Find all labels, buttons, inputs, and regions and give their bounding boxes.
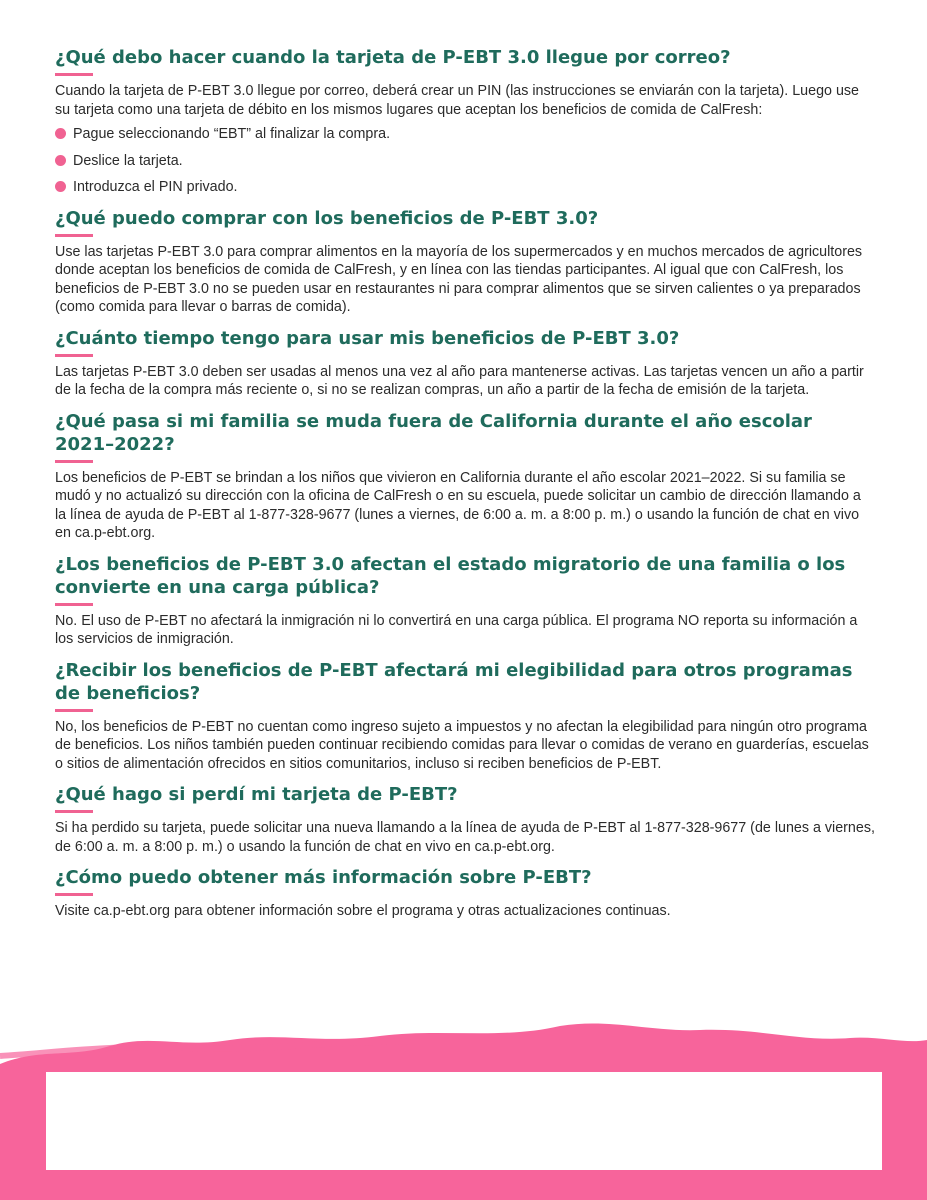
section-heading: ¿Qué debo hacer cuando la tarjeta de P-EBT 3.0 llegue por correo? (55, 47, 731, 68)
faq-section-time-to-use (55, 327, 875, 400)
heading-underline (55, 234, 93, 237)
faq-section-eligibility (55, 659, 875, 774)
heading-underline (55, 810, 93, 813)
section-heading: ¿Qué hago si perdí mi tarjeta de P-EBT? (55, 784, 458, 805)
section-body: Si ha perdido su tarjeta, puede solicitar una nueva llamando a la línea de ayuda de P-EBT al 1-877-328-9677 (de lunes a viernes, de 6:00 a. m. a 8:00 p. m.) o usando la función de chat en vivo en ca.p-ebt.org. (55, 820, 875, 855)
section-heading: ¿Cómo puedo obtener más información sobre P-EBT? (55, 867, 592, 888)
faq-section-more-info (55, 866, 875, 921)
bullet-dot-icon (55, 128, 66, 139)
list-item-text: Deslice la tarjeta. (73, 152, 183, 169)
section-heading: ¿Cuánto tiempo tengo para usar mis beneficios de P-EBT 3.0? (55, 327, 680, 349)
section-body: Las tarjetas P-EBT 3.0 deben ser usadas al menos una vez al año para mantenerse activas. Las tarjetas vencen un año a partir de la fecha de la compra más reciente o, si no se realizan compras, un año a partir de la fecha de emisión de la tarjeta. (55, 363, 864, 398)
heading-underline (55, 460, 93, 463)
list-item (55, 125, 875, 144)
faq-section-what-to-buy (55, 207, 875, 317)
faq-section-card-arrival (55, 46, 875, 197)
list-item (55, 152, 875, 171)
section-body: Cuando la tarjeta de P-EBT 3.0 llegue por correo, deberá crear un PIN (las instrucciones se enviarán con la tarjeta). Luego use su tarjeta como una tarjeta de débito en los mismos lugares que aceptan los beneficios de comida de CalFresh: (55, 83, 859, 118)
section-body: No. El uso de P-EBT no afectará la inmigración ni lo convertirá en una carga pública. El programa NO reporta su información a los servicios de inmigración. (55, 612, 858, 647)
faq-section-immigration (55, 553, 875, 649)
section-body: No, los beneficios de P-EBT no cuentan como ingreso sujeto a impuestos y no afectan la elegibilidad para ningún otro programa de beneficios. Los niños también pueden continuar recibiendo comidas para llevar o comidas de verano en guarderías, escuelas o sitios de alimentación ofrecidos en sitios comunitarios, incluso si reciben beneficios de P-EBT. (55, 718, 869, 772)
section-heading: ¿Qué pasa si mi familia se muda fuera de California durante el año escolar 2021–2022? (55, 410, 812, 455)
heading-underline (55, 709, 93, 712)
heading-underline (55, 354, 93, 357)
faq-section-moving (55, 410, 875, 543)
list-item-text: Introduzca el PIN privado. (73, 179, 238, 195)
bullet-dot-icon (55, 181, 66, 192)
list-item-text: Pague seleccionando “EBT” al finalizar la compra. (73, 126, 391, 142)
section-heading: ¿Los beneficios de P-EBT 3.0 afectan el estado migratorio de una familia o los convierte en una carga pública? (55, 553, 846, 598)
faq-content (55, 46, 875, 921)
heading-underline (55, 603, 93, 606)
footer-blank-panel (46, 1072, 882, 1170)
heading-underline (55, 73, 93, 76)
section-body: Visite ca.p-ebt.org para obtener información sobre el programa y otras actualizaciones continuas. (55, 903, 671, 919)
section-heading: ¿Qué puedo comprar con los beneficios de P-EBT 3.0? (55, 207, 599, 229)
heading-underline (55, 893, 93, 896)
instructions-list (55, 125, 875, 197)
section-body: Use las tarjetas P-EBT 3.0 para comprar alimentos en la mayoría de los supermercados y en muchos mercados de agricultores donde aceptan los beneficios de comida de CalFresh, y en línea con las tiendas participantes. Al igual que con CalFresh, los beneficios de P-EBT 3.0 no se pueden usar en restaurantes ni para comprar alimentos que se sirven calientes o ya preparados (como comida para llevar o barras de comida). (55, 243, 863, 315)
bullet-dot-icon (55, 155, 66, 166)
section-heading: ¿Recibir los beneficios de P-EBT afectará mi elegibilidad para otros programas de beneficios? (55, 659, 853, 704)
list-item (55, 178, 875, 197)
section-body: Los beneficios de P-EBT se brindan a los niños que vivieron en California durante el año escolar 2021–2022. Si su familia se mudó y no actualizó su dirección con la oficina de CalFresh o en su escuela, puede solicitar un cambio de dirección llamando a la línea de ayuda de P-EBT al 1-877-328-9677 (lunes a viernes, de 6:00 a. m. a 8:00 p. m.) o usando la función de chat en vivo en ca.p-ebt.org. (55, 469, 861, 541)
faq-section-lost-card (55, 783, 875, 856)
